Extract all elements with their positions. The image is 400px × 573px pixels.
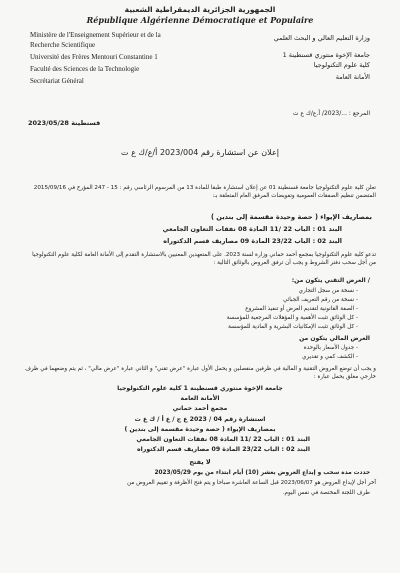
deadline-line-3: طرف اللجنة المختصة في نفس اليوم. bbox=[282, 490, 370, 496]
do-not-open: لا يفتح bbox=[189, 458, 211, 466]
ministry-fr: Ministère de l'Enseignement Supérieur et de la bbox=[30, 31, 161, 39]
envelope-consultation: استشارة رقم 04 / 2023 ع ج / ع أ / ك ع ت bbox=[134, 416, 266, 423]
lot-title: بمصاريف الإيواء ( حصة وحيدة مقسمة إلى بندين ) bbox=[210, 213, 372, 221]
document-date: قسنطينة 2023/05/28 bbox=[28, 119, 101, 127]
tech-item: - نسخة من سجل التجاري bbox=[299, 288, 358, 294]
specs-paragraph: تدعو كلية علوم التكنولوجيا بمجمع أحمد حماني وزارة لسنة 2023. على المتعهدين المعنيين بالاستشارة التقدم إلى الأمانة العامة لكلية علوم التكنولوجيا من أجل سحب دفتر الشروط و يجب أن ترفق العروض بالوثائق التالية : bbox=[32, 252, 376, 266]
envelope-university: جامعة الإخوة منتوري قسنطينة 1 كلية علوم التكنولوجيا bbox=[117, 385, 283, 392]
fin-item: - الكشف كمي و تقديري bbox=[302, 354, 358, 360]
envelope-paragraph: و يجب أن توضع العروض التقنية و المالية في ظرفين منفصلين و يحمل الأول عبارة "عرض تقني" و الثاني عبارة "عرض مالي" ، ثم يتم وضعهما في ظرف خارجي مغلق يحمل عبارة : bbox=[25, 366, 376, 380]
reference-number: المرجع : .../2023/ أ.ع/ك ع ت bbox=[292, 110, 370, 117]
republic-french: République Algérienne Démocratique et Populaire bbox=[86, 15, 314, 25]
envelope-complex: مجمع أحمد حماني bbox=[172, 405, 228, 412]
envelope-secretariat: الأمانة العامة bbox=[180, 395, 220, 402]
deadline-line-1: حددت مدة سحب و إيداع العروض بعشر (10) أيام ابتداء من يوم 2023/05/29 bbox=[154, 470, 370, 476]
university-fr: Université des Frères Mentouri Constantine 1 bbox=[30, 53, 158, 61]
faculty-ar: كلية علوم التكنولوجيا bbox=[313, 61, 370, 69]
recherche-fr: Recherche Scientifique bbox=[30, 41, 96, 49]
tech-offer-title: / العرض التقني يتكون من: bbox=[291, 277, 370, 284]
tech-item: - الصفة القانونية لتقديم العرض أو تنفيذ المشروع bbox=[245, 306, 358, 312]
tech-item: - كل الوثائق تثبت الأهمية و المؤهلات المرجعية للمؤسسة bbox=[227, 315, 358, 321]
intro-paragraph: تعلن كلية علوم التكنولوجيا جامعة قسنطينة 01 عن إعلان استشارة طبقا للمادة 13 من المرسوم الرئاسي رقم : 15 - 247 المؤرخ في 2015/09/16 المتضمن تنظيم الصفقات العمومية وتفويضات المرفق العام المتعلقة بـ: bbox=[33, 185, 376, 199]
secretariat-ar: الأمانة العامة bbox=[335, 73, 370, 81]
tech-item: - كل الوثائق تثبت الإمكانيات البشرية و المادية للمؤسسة bbox=[228, 324, 358, 330]
faculty-fr: Faculté des Sciences de la Technologie bbox=[30, 65, 140, 73]
secretariat-fr: Secrétariat Général bbox=[30, 77, 84, 85]
fin-item: - جدول الأسعار بالوحدة bbox=[304, 345, 358, 351]
deadline-line-2: آخر أجل لإيداع العروض هو 2023/06/07 قبل الساعة العاشرة صباحا و يتم فتح الأظرفة و تقييم العروض من bbox=[127, 480, 376, 486]
fin-offer-title: العرض المالي يتكون من bbox=[299, 335, 370, 342]
lot-item-1: البند 01 : الباب 22 /11 المادة 08 نفقات التعاون الجامعي bbox=[162, 225, 342, 233]
republic-arabic: الجمهورية الجزائرية الديمقراطية الشعبية bbox=[124, 5, 276, 14]
page-title: إعلان عن استشارة رقم 2023/004 أ/ع/ك ع ت bbox=[121, 148, 279, 157]
lot-item-2: البند 02 : الباب 23/22 المادة 09 مصاريف قسم الدكتوراه bbox=[163, 237, 342, 245]
tech-item: - نسخة من رقم التعريف الجبائي bbox=[283, 297, 358, 303]
ministry-ar: وزارة التعليم العالي و البحث العلمي bbox=[273, 34, 370, 42]
university-ar: جامعة الإخوة منتوري قسنطينة 1 bbox=[282, 51, 370, 59]
envelope-item-2: البند 02 : الباب 23/22 المادة 09 مصاريف قسم الدكتوراه bbox=[136, 446, 310, 453]
envelope-item-1: البند 01 : الباب 22 /11 المادة 08 نفقات التعاون الجامعي bbox=[136, 436, 310, 443]
envelope-lot: بمصاريف الإيواء ( حصة وحيدة مقسمة إلى بندين ) bbox=[124, 426, 276, 433]
